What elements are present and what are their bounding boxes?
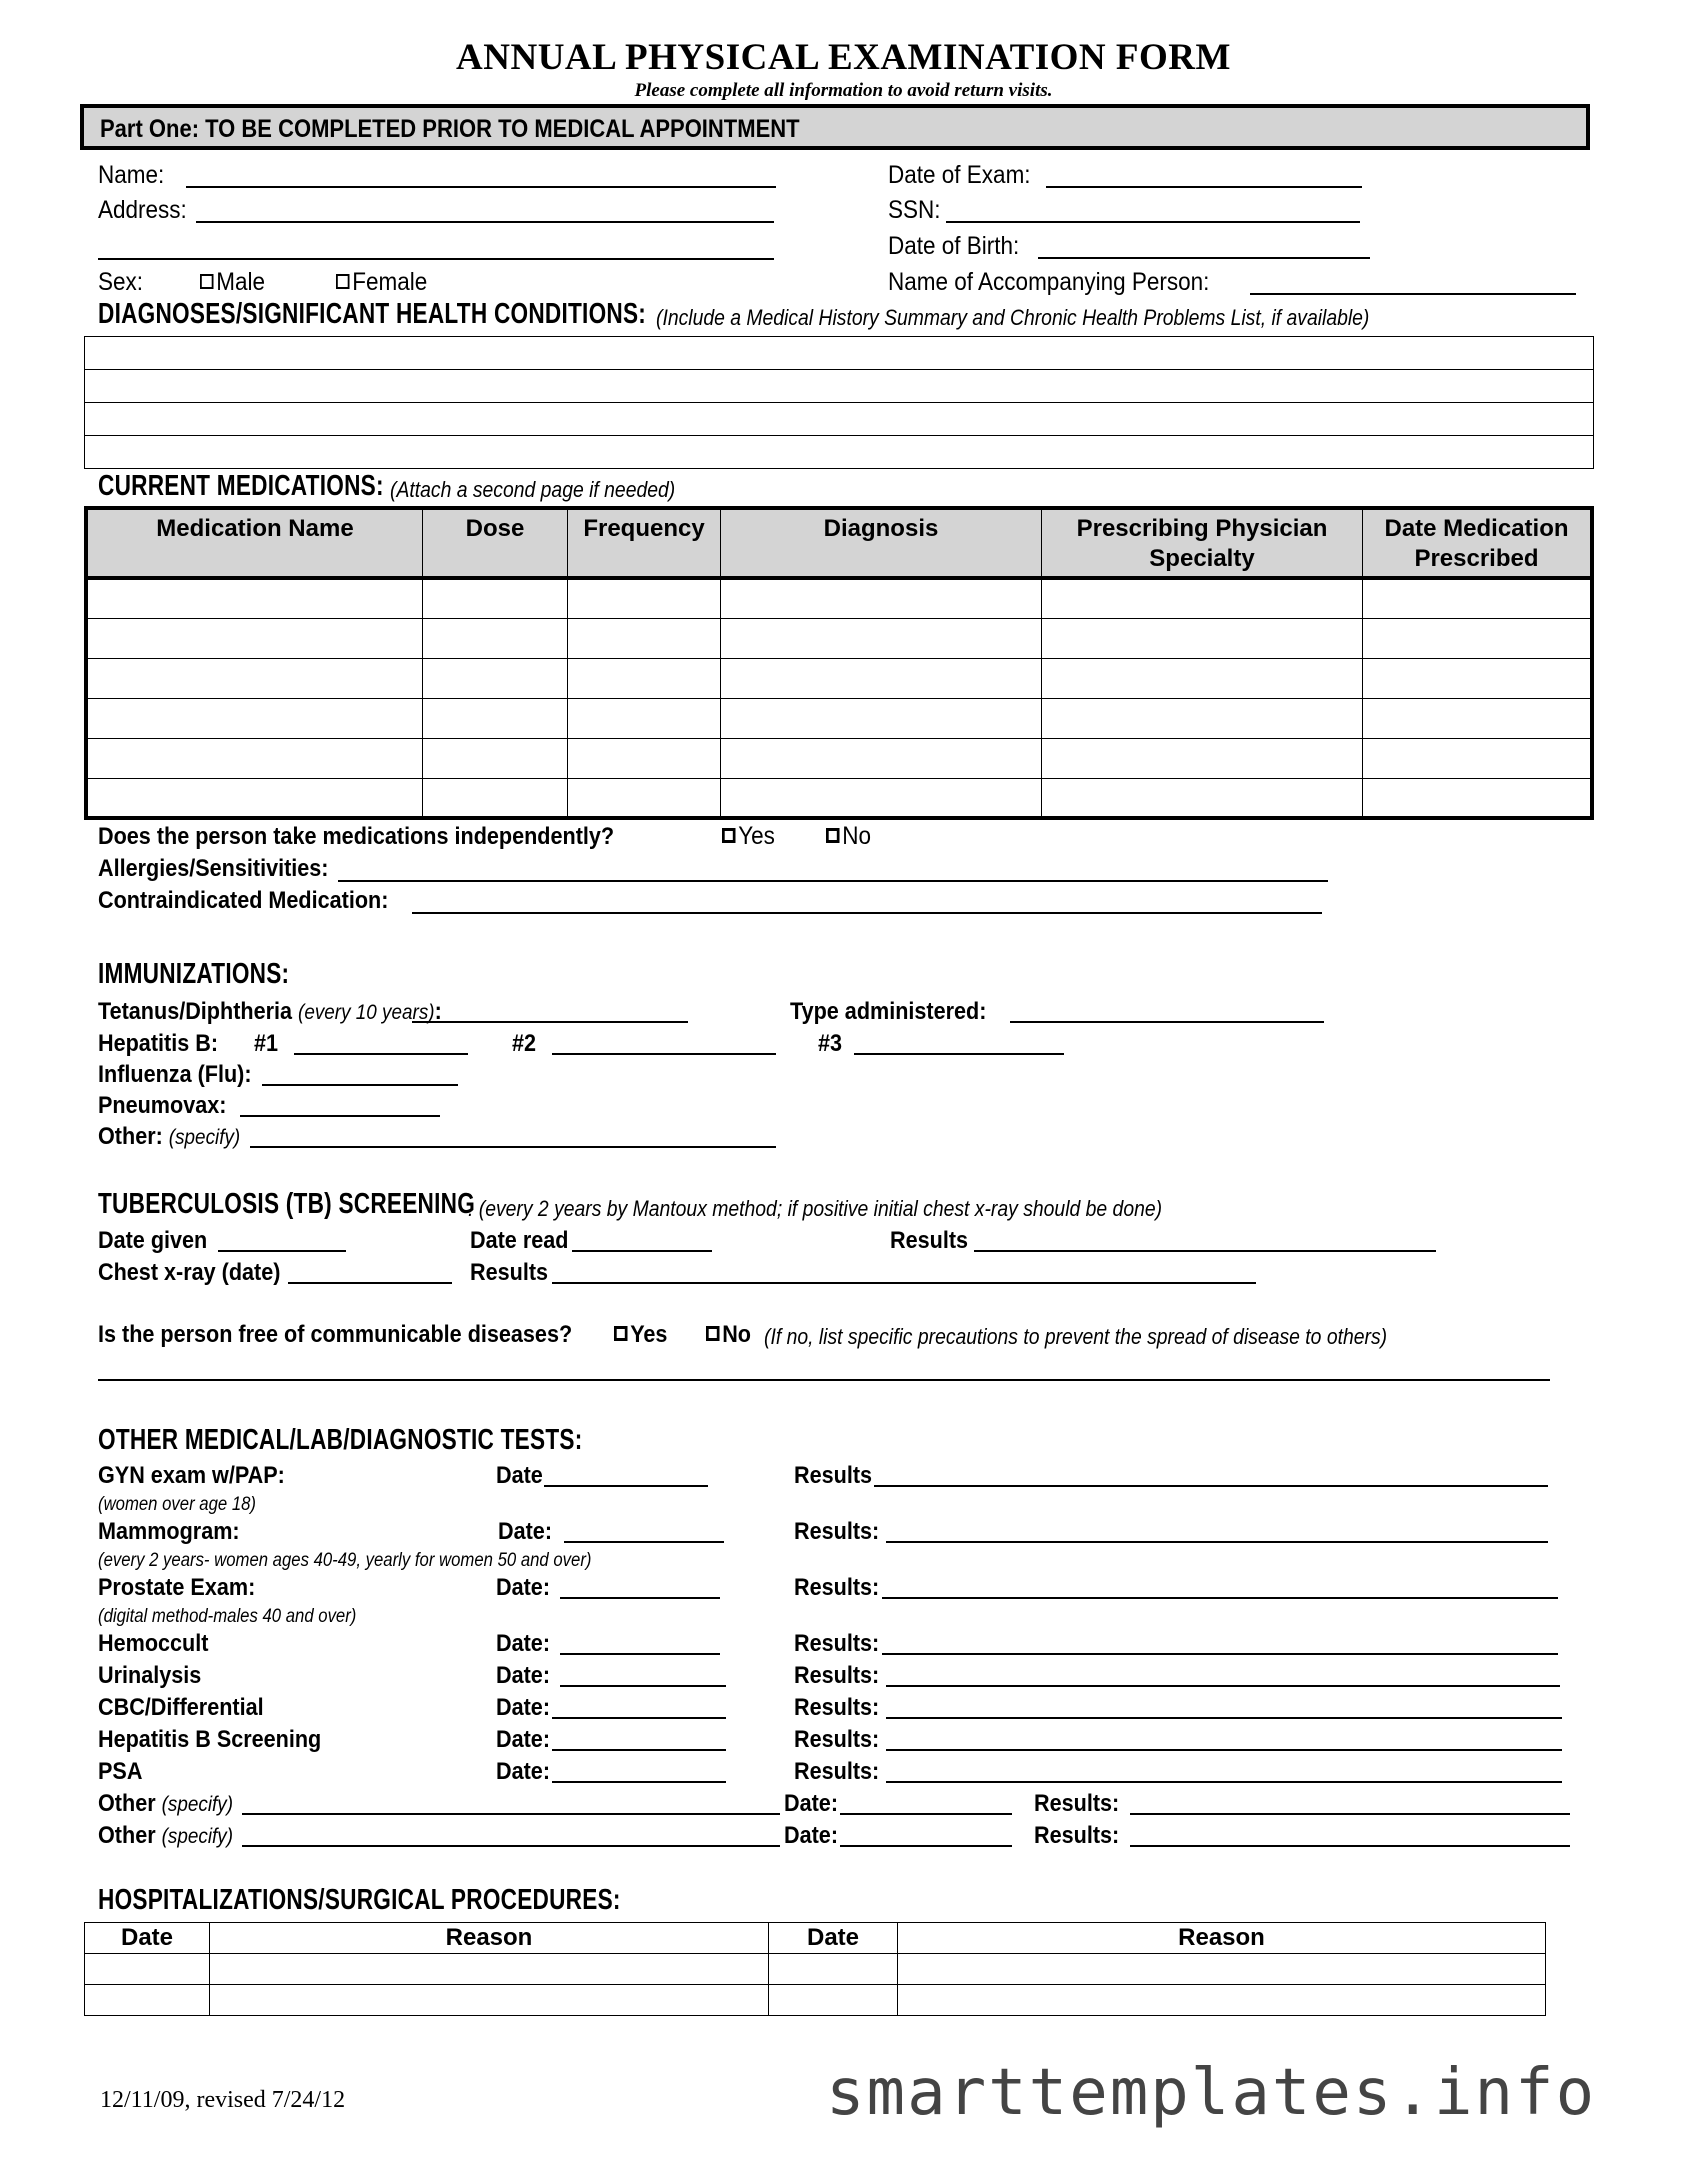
tb-date-given-label: Date given [98, 1227, 208, 1254]
communicable-yes-option[interactable] [614, 1321, 667, 1349]
med-cell[interactable] [568, 658, 721, 698]
med-cell[interactable] [721, 618, 1042, 658]
hospitalizations-table [84, 1922, 1546, 2016]
type-administered-label: Type administered: [790, 998, 987, 1025]
cbc-results-label: Results: [794, 1694, 880, 1721]
tetanus-text: Tetanus/Diphtheria [98, 998, 293, 1025]
independent-yes-option[interactable] [722, 822, 775, 851]
independent-no-option[interactable] [826, 822, 871, 851]
urinalysis-date-field[interactable] [560, 1685, 726, 1687]
col-date-prescribed: Date Medication Prescribed [1363, 508, 1593, 578]
test-other-2-date-field[interactable] [840, 1845, 1012, 1847]
hosp-cell[interactable] [210, 1954, 769, 1985]
allergies-label: Allergies/Sensitivities: [98, 855, 329, 882]
hepb-2-label: #2 [512, 1030, 537, 1057]
influenza-label: Influenza (Flu): [98, 1061, 252, 1088]
part-one-banner [80, 104, 1590, 150]
hemoccult-date-field[interactable] [560, 1653, 720, 1655]
female-label: Female [352, 268, 428, 296]
med-cell[interactable] [86, 658, 423, 698]
form-title: ANNUAL PHYSICAL EXAMINATION FORM [456, 37, 1231, 78]
communicable-yes-checkbox[interactable] [614, 1326, 628, 1341]
prostate-label: Prostate Exam: [98, 1574, 256, 1601]
tests-heading: OTHER MEDICAL/LAB/DIAGNOSTIC TESTS: [98, 1424, 583, 1456]
contraindicated-label: Contraindicated Medication: [98, 887, 389, 914]
tb-results-field[interactable] [974, 1250, 1436, 1252]
hosp-cell[interactable] [769, 1954, 898, 1985]
chest-xray-label: Chest x-ray (date) [98, 1259, 281, 1286]
prostate-results-field[interactable] [882, 1597, 1558, 1599]
tetanus-note: (every 10 years) [298, 1001, 435, 1024]
date-of-exam-label: Date of Exam: [888, 161, 1031, 189]
female-option[interactable] [336, 268, 427, 297]
part-one-label: Part One: TO BE COMPLETED PRIOR TO MEDICAL APPOINTMENT [100, 115, 800, 143]
hepb-screening-label: Hepatitis B Screening [98, 1726, 322, 1753]
col-frequency: Frequency [568, 508, 721, 578]
medications-table [84, 506, 1594, 820]
address-label: Address: [98, 196, 187, 224]
urinalysis-results-field[interactable] [886, 1685, 1560, 1687]
independent-question: Does the person take medications independently? [98, 823, 615, 850]
hepb-screening-date-label: Date: [496, 1726, 551, 1753]
psa-results-field[interactable] [886, 1781, 1562, 1783]
watermark: smarttemplates.info [826, 2056, 1597, 2130]
tb-note: : (every 2 years by Mantoux method; if positive initial chest x-ray should be done) [468, 1196, 1163, 1221]
med-cell[interactable] [423, 618, 568, 658]
med-cell[interactable] [568, 778, 721, 818]
chest-xray-results-field[interactable] [552, 1282, 1256, 1284]
med-cell[interactable] [423, 578, 568, 618]
diagnoses-row[interactable] [85, 337, 1594, 370]
med-cell[interactable] [86, 578, 423, 618]
col-date-1: Date [85, 1923, 210, 1954]
med-cell[interactable] [86, 738, 423, 778]
test-other-1-results-field[interactable] [1130, 1813, 1570, 1815]
tb-date-given-field[interactable] [218, 1250, 346, 1252]
test-other-1-date-label: Date: [784, 1790, 839, 1817]
medications-heading: CURRENT MEDICATIONS: [98, 470, 384, 502]
no-label: No [842, 822, 871, 850]
med-cell[interactable] [86, 778, 423, 818]
med-cell[interactable] [1042, 618, 1363, 658]
med-cell[interactable] [1042, 578, 1363, 618]
communicable-no-checkbox[interactable] [706, 1326, 720, 1341]
urinalysis-date-label: Date: [496, 1662, 551, 1689]
communicable-precautions-field[interactable] [98, 1379, 1550, 1381]
hosp-cell[interactable] [898, 1954, 1546, 1985]
hepb-screening-date-field[interactable] [552, 1749, 726, 1751]
specify-note: (specify) [161, 1793, 234, 1816]
test-other-2-label [98, 1822, 233, 1850]
yes-label: Yes [738, 822, 775, 850]
independent-no-checkbox[interactable] [826, 828, 840, 843]
diagnoses-heading: DIAGNOSES/SIGNIFICANT HEALTH CONDITIONS: [98, 298, 647, 330]
med-cell[interactable] [568, 698, 721, 738]
ssn-field[interactable] [946, 221, 1360, 223]
sex-label: Sex: [98, 268, 144, 296]
hemoccult-date-label: Date: [496, 1630, 551, 1657]
gyn-note: (women over age 18) [98, 1494, 257, 1515]
diagnoses-table [84, 336, 1594, 469]
hepb-3-label: #3 [818, 1030, 843, 1057]
test-other-2-results-label: Results: [1034, 1822, 1120, 1849]
med-cell[interactable] [721, 578, 1042, 618]
med-cell[interactable] [1042, 698, 1363, 738]
col-reason-2: Reason [898, 1923, 1546, 1954]
hosp-cell[interactable] [210, 1985, 769, 2016]
test-other-1-field[interactable] [242, 1813, 780, 1815]
psa-label: PSA [98, 1758, 143, 1785]
hosp-cell[interactable] [85, 1985, 210, 2016]
hospitalizations-heading: HOSPITALIZATIONS/SURGICAL PROCEDURES: [98, 1884, 621, 1916]
urinalysis-results-label: Results: [794, 1662, 880, 1689]
male-checkbox[interactable] [200, 274, 214, 289]
med-cell[interactable] [721, 738, 1042, 778]
col-date-2: Date [769, 1923, 898, 1954]
medications-note: (Attach a second page if needed) [390, 477, 676, 502]
form-subtitle: Please complete all information to avoid return visits. [634, 80, 1053, 101]
gyn-date-label: Date [496, 1462, 543, 1489]
diagnoses-row[interactable] [85, 370, 1594, 403]
gyn-results-field[interactable] [874, 1485, 1548, 1487]
diagnoses-row[interactable] [85, 436, 1594, 469]
med-cell[interactable] [423, 738, 568, 778]
communicable-no-option[interactable] [706, 1321, 751, 1349]
specify-note: (specify) [161, 1825, 234, 1848]
influenza-field[interactable] [262, 1084, 458, 1086]
hemoccult-results-field[interactable] [882, 1653, 1558, 1655]
date-of-exam-field[interactable] [1046, 186, 1362, 188]
med-cell[interactable] [1042, 738, 1363, 778]
communicable-question: Is the person free of communicable diseases? [98, 1321, 573, 1348]
test-other-1-label [98, 1790, 233, 1818]
name-label: Name: [98, 161, 165, 189]
tb-date-read-field[interactable] [572, 1250, 712, 1252]
date-of-birth-field[interactable] [1038, 257, 1370, 259]
no-label: No [722, 1321, 751, 1348]
hepb-3-field[interactable] [854, 1053, 1064, 1055]
accompanying-field[interactable] [1250, 293, 1576, 295]
col-medication-name: Medication Name [86, 508, 423, 578]
prostate-results-label: Results: [794, 1574, 880, 1601]
med-cell[interactable] [86, 698, 423, 738]
gyn-label: GYN exam w/PAP: [98, 1462, 285, 1489]
immunization-other-field[interactable] [250, 1146, 776, 1148]
immunization-other-label [98, 1123, 240, 1151]
cbc-date-label: Date: [496, 1694, 551, 1721]
hepb-screening-results-field[interactable] [886, 1749, 1562, 1751]
psa-date-field[interactable] [552, 1781, 726, 1783]
med-cell[interactable] [568, 738, 721, 778]
test-other-2-results-field[interactable] [1130, 1845, 1570, 1847]
col-prescribing-physician: Prescribing Physician Specialty [1042, 508, 1363, 578]
type-administered-field[interactable] [1010, 1021, 1324, 1023]
communicable-note: (If no, list specific precautions to prevent the spread of disease to others) [764, 1324, 1388, 1349]
cbc-results-field[interactable] [886, 1717, 1562, 1719]
hemoccult-results-label: Results: [794, 1630, 880, 1657]
med-cell[interactable] [1363, 658, 1593, 698]
name-field[interactable] [186, 186, 776, 188]
med-cell[interactable] [1363, 578, 1593, 618]
male-option[interactable] [200, 268, 265, 297]
address-field-line2[interactable] [98, 258, 774, 260]
med-cell[interactable] [1363, 778, 1593, 818]
test-other-2-date-label: Date: [784, 1822, 839, 1849]
pneumovax-label: Pneumovax: [98, 1092, 227, 1119]
med-cell[interactable] [568, 618, 721, 658]
med-cell[interactable] [1363, 618, 1593, 658]
med-cell[interactable] [721, 698, 1042, 738]
tetanus-date-field[interactable] [412, 1021, 688, 1023]
diagnoses-row[interactable] [85, 403, 1594, 436]
cbc-date-field[interactable] [552, 1717, 726, 1719]
mammogram-label: Mammogram: [98, 1518, 240, 1545]
tb-heading: TUBERCULOSIS (TB) SCREENING [98, 1188, 476, 1220]
med-cell[interactable] [1042, 778, 1363, 818]
hosp-cell[interactable] [769, 1985, 898, 2016]
contraindicated-field[interactable] [412, 912, 1322, 914]
med-cell[interactable] [86, 618, 423, 658]
hepb-1-field[interactable] [294, 1053, 468, 1055]
med-cell[interactable] [721, 778, 1042, 818]
other-text: Other: [98, 1123, 163, 1150]
med-cell[interactable] [423, 778, 568, 818]
mammogram-note: (every 2 years- women ages 40-49, yearly for women 50 and over) [98, 1550, 592, 1571]
tetanus-label: Tetanus/Diphtheria (every 10 years): [98, 998, 442, 1025]
prostate-date-label: Date: [496, 1574, 551, 1601]
other-text: Other [98, 1790, 156, 1817]
tb-results-label: Results [890, 1227, 969, 1254]
gyn-date-field[interactable] [544, 1485, 708, 1487]
test-other-2-field[interactable] [242, 1845, 780, 1847]
psa-date-label: Date: [496, 1758, 551, 1785]
address-field[interactable] [196, 221, 774, 223]
mammogram-results-label: Results: [794, 1518, 880, 1545]
hosp-cell[interactable] [898, 1985, 1546, 2016]
pneumovax-field[interactable] [240, 1115, 440, 1117]
test-other-1-results-label: Results: [1034, 1790, 1120, 1817]
female-checkbox[interactable] [336, 274, 350, 289]
med-cell[interactable] [423, 698, 568, 738]
accompanying-label: Name of Accompanying Person: [888, 268, 1210, 296]
med-cell[interactable] [1042, 658, 1363, 698]
med-cell[interactable] [568, 578, 721, 618]
col-reason-1: Reason [210, 1923, 769, 1954]
prostate-note: (digital method-males 40 and over) [98, 1606, 357, 1627]
med-cell[interactable] [1363, 738, 1593, 778]
hepb-2-field[interactable] [552, 1053, 776, 1055]
urinalysis-label: Urinalysis [98, 1662, 202, 1689]
hepb-1-label: #1 [254, 1030, 279, 1057]
test-other-1-date-field[interactable] [840, 1813, 1012, 1815]
mammogram-date-field[interactable] [564, 1541, 724, 1543]
date-of-birth-label: Date of Birth: [888, 232, 1020, 260]
allergies-field[interactable] [338, 880, 1328, 882]
ssn-label: SSN: [888, 196, 941, 224]
hosp-cell[interactable] [85, 1954, 210, 1985]
yes-label: Yes [630, 1321, 668, 1348]
med-cell[interactable] [423, 658, 568, 698]
specify-note: (specify) [168, 1126, 241, 1149]
mammogram-date-label: Date: [498, 1518, 553, 1545]
revision-date: 12/11/09, revised 7/24/12 [100, 2087, 346, 2113]
cbc-label: CBC/Differential [98, 1694, 264, 1721]
prostate-date-field[interactable] [560, 1597, 720, 1599]
med-cell[interactable] [1363, 698, 1593, 738]
chest-xray-field[interactable] [288, 1282, 452, 1284]
psa-results-label: Results: [794, 1758, 880, 1785]
col-diagnosis: Diagnosis [721, 508, 1042, 578]
male-label: Male [216, 268, 265, 296]
tb-date-read-label: Date read [470, 1227, 569, 1254]
hepb-screening-results-label: Results: [794, 1726, 880, 1753]
chest-xray-results-label: Results [470, 1259, 549, 1286]
independent-yes-checkbox[interactable] [722, 828, 736, 843]
other-text: Other [98, 1822, 156, 1849]
col-dose: Dose [423, 508, 568, 578]
diagnoses-note: (Include a Medical History Summary and Chronic Health Problems List, if available) [656, 305, 1370, 330]
mammogram-results-field[interactable] [886, 1541, 1548, 1543]
hemoccult-label: Hemoccult [98, 1630, 209, 1657]
hepb-label: Hepatitis B: [98, 1030, 219, 1057]
immunizations-heading: IMMUNIZATIONS: [98, 958, 290, 990]
gyn-results-label: Results [794, 1462, 873, 1489]
med-cell[interactable] [721, 658, 1042, 698]
